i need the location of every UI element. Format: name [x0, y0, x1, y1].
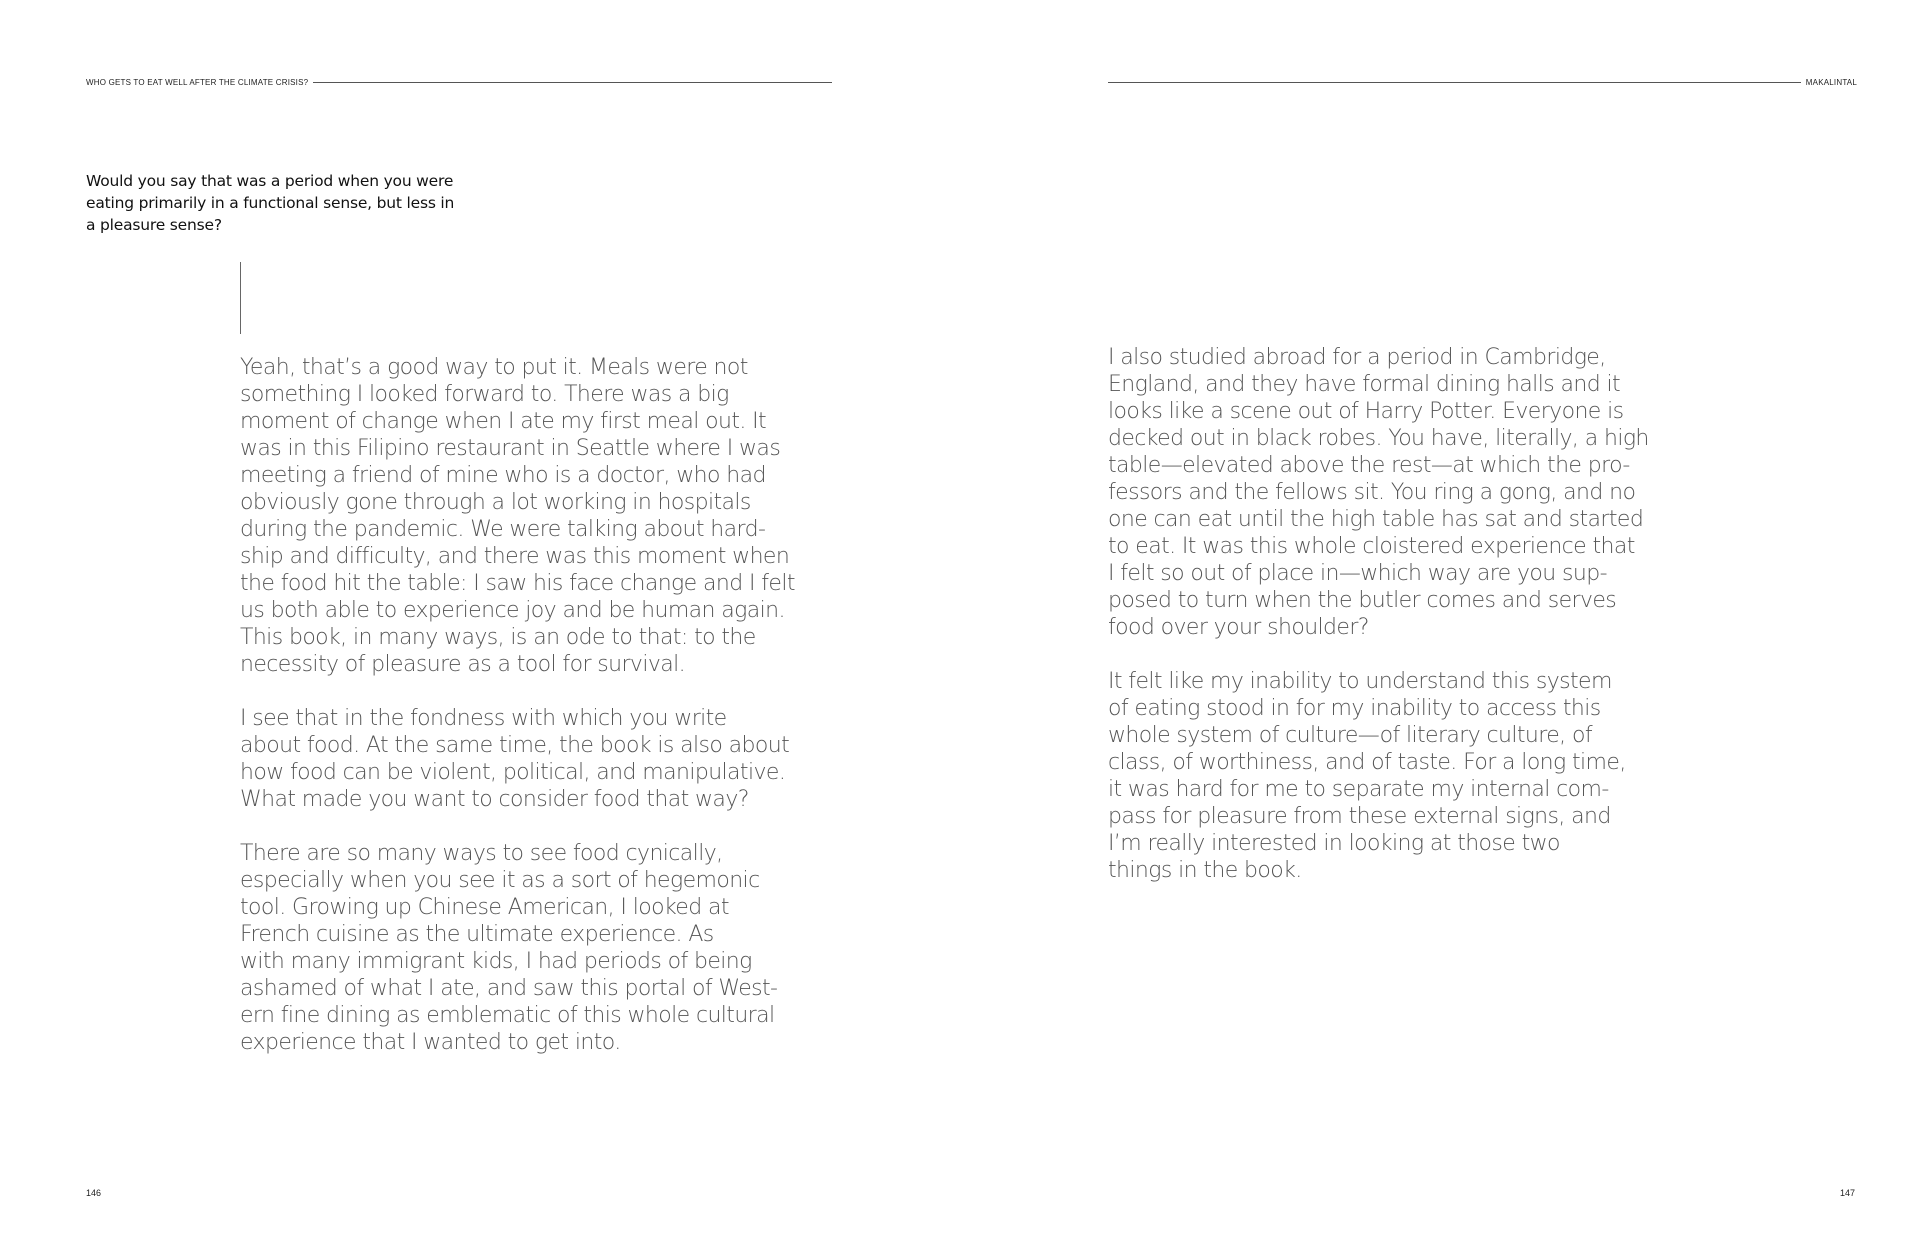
text-line: of eating stood in for my inability to access this: [1108, 696, 1601, 721]
text-line: it was hard for me to separate my internal com-: [1108, 777, 1609, 802]
text-line: I see that in the fondness with which you write: [240, 706, 727, 731]
text-line: especially when you see it as a sort of hegemonic: [240, 868, 760, 893]
page-number-left: 146: [86, 1188, 102, 1198]
vertical-rule-decoration: [240, 262, 241, 334]
paragraph: [240, 354, 795, 678]
left-body-column: [240, 354, 795, 1056]
paragraph: [1108, 344, 1649, 641]
text-line: was in this Filipino restaurant in Seattle where I was: [240, 436, 781, 461]
text-line: What made you want to consider food that way?: [240, 787, 749, 812]
paragraph: [240, 840, 795, 1056]
text-line: It felt like my inability to understand this system: [1108, 669, 1612, 694]
text-line: There are so many ways to see food cynically,: [240, 841, 723, 866]
header-rule-right: [1108, 82, 1801, 83]
header-rule-left: [313, 82, 832, 83]
text-line: This book, in many ways, is an ode to that: to the: [240, 625, 756, 650]
text-line: ern fine dining as emblematic of this whole cultural: [240, 1003, 775, 1028]
text-line: food over your shoulder?: [1108, 615, 1369, 640]
text-line: posed to turn when the butler comes and serves: [1108, 588, 1617, 613]
text-line: I’m really interested in looking at those two: [1108, 831, 1560, 856]
text-line: something I looked forward to. There was a big: [240, 382, 729, 407]
interview-question: Would you say that was a period when you were eating primarily in a functional sense, but less in a pleasure sense?: [86, 172, 455, 234]
text-line: French cuisine as the ultimate experience. As: [240, 922, 714, 947]
text-line: Yeah, that’s a good way to put it. Meals were not: [240, 355, 748, 380]
right-body-column: [1108, 344, 1649, 884]
text-line: meeting a friend of mine who is a doctor, who had: [240, 463, 766, 488]
text-line: decked out in black robes. You have, literally, a high: [1108, 426, 1649, 451]
text-line: pass for pleasure from these external signs, and: [1108, 804, 1611, 829]
text-line: ashamed of what I ate, and saw this portal of West-: [240, 976, 778, 1001]
paragraph: [1108, 668, 1649, 884]
text-line: moment of change when I ate my first meal out. It: [240, 409, 767, 434]
text-line: table—elevated above the rest—at which the pro-: [1108, 453, 1630, 478]
text-line: England, and they have formal dining halls and it: [1108, 372, 1620, 397]
paragraph: [240, 705, 795, 813]
text-line: one can eat until the high table has sat and started: [1108, 507, 1644, 532]
running-header-right: [1108, 78, 1857, 87]
text-line: fessors and the fellows sit. You ring a gong, and no: [1108, 480, 1636, 505]
text-line: the food hit the table: I saw his face change and I felt: [240, 571, 795, 596]
running-header-left-title: WHO GETS TO EAT WELL AFTER THE CLIMATE CRISIS?: [86, 78, 309, 87]
text-line: to eat. It was this whole cloistered experience that: [1108, 534, 1635, 559]
text-line: whole system of culture—of literary culture, of: [1108, 723, 1592, 748]
text-line: us both able to experience joy and be human again.: [240, 598, 785, 623]
page-number-right: 147: [1840, 1188, 1856, 1198]
running-header-left: [86, 78, 832, 87]
text-line: necessity of pleasure as a tool for survival.: [240, 652, 686, 677]
text-line: I also studied abroad for a period in Cambridge,: [1108, 345, 1606, 370]
text-line: with many immigrant kids, I had periods of being: [240, 949, 752, 974]
text-line: tool. Growing up Chinese American, I looked at: [240, 895, 729, 920]
text-line: things in the book.: [1108, 858, 1302, 883]
text-line: during the pandemic. We were talking about hard-: [240, 517, 766, 542]
text-line: how food can be violent, political, and manipulative.: [240, 760, 786, 785]
text-line: class, of worthiness, and of taste. For a long time,: [1108, 750, 1626, 775]
text-line: ship and difficulty, and there was this moment when: [240, 544, 790, 569]
running-header-right-title: MAKALINTAL: [1805, 78, 1857, 87]
text-line: obviously gone through a lot working in hospitals: [240, 490, 751, 515]
text-line: about food. At the same time, the book is also about: [240, 733, 790, 758]
text-line: I felt so out of place in—which way are you sup-: [1108, 561, 1607, 586]
text-line: looks like a scene out of Harry Potter. Everyone is: [1108, 399, 1624, 424]
text-line: experience that I wanted to get into.: [240, 1030, 621, 1055]
